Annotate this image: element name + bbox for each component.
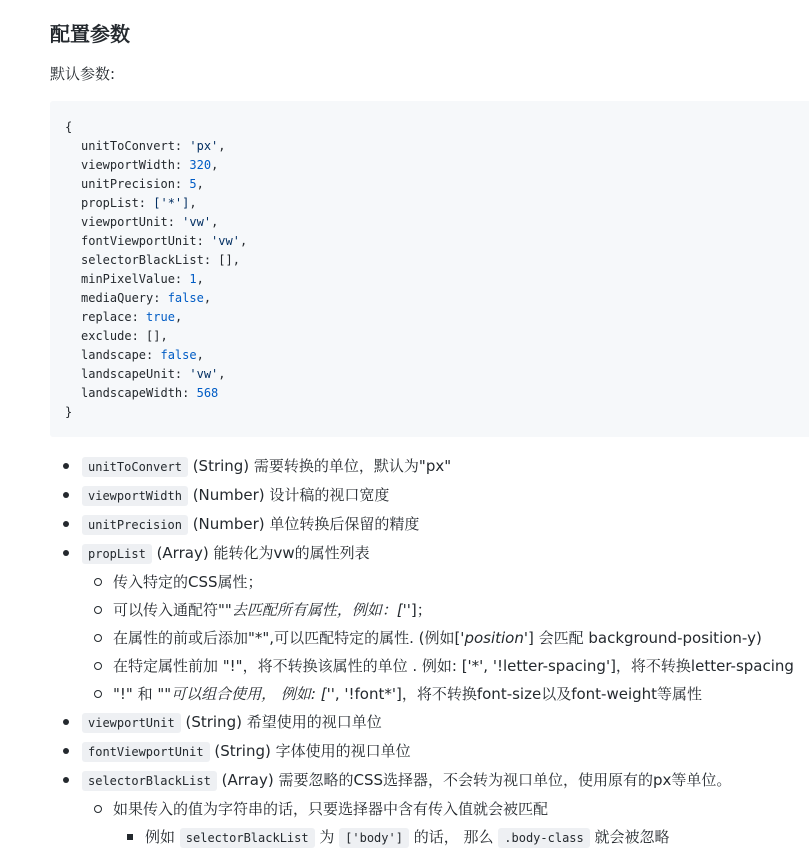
- code-key: viewportWidth: [81, 158, 175, 172]
- list-item: [50, 452, 809, 481]
- selector-sublist: [82, 795, 809, 852]
- code-key: selectorBlackList: [81, 253, 204, 267]
- code-key: viewportUnit: [81, 215, 168, 229]
- code-key: mediaQuery: [81, 291, 154, 305]
- code-line: landscapeWidth: 568: [81, 386, 219, 400]
- sub-text: 如果传入的值为字符串的话，只要选择器中含有传入值就会被匹配: [113, 800, 549, 818]
- sub-list-item: [82, 795, 809, 852]
- option-code: viewportWidth: [82, 486, 188, 506]
- example-text: 为: [314, 828, 340, 846]
- option-desc: (String) 字体使用的视口单位: [209, 742, 411, 760]
- sub-text: 传入特定的CSS属性；: [113, 573, 263, 591]
- list-item: [50, 737, 809, 766]
- code-key: minPixelValue: [81, 272, 175, 286]
- code-key: landscapeUnit: [81, 367, 175, 381]
- list-item: [50, 539, 809, 708]
- sub-list-item: [82, 596, 809, 624]
- options-list: [50, 452, 809, 852]
- example-code: ['body']: [339, 828, 409, 848]
- sub-text: 在特定属性前加 "!"，将不转换该属性的单位 . 例如: ['*', '!letter-spacing']，将不转换letter-spacing: [113, 657, 794, 675]
- option-desc: (Array) 需要忽略的CSS选择器，不会转为视口单位，使用原有的px等单位。: [216, 771, 732, 789]
- code-line: viewportUnit: 'vw',: [81, 215, 219, 229]
- code-line: mediaQuery: false,: [81, 291, 212, 305]
- code-block: [50, 101, 809, 437]
- sub-text: 在属性的前或后添加"*",可以匹配特定的属性. (例如[': [113, 629, 465, 647]
- list-item: [50, 766, 809, 852]
- example-sublist: [113, 823, 809, 852]
- code-line: replace: true,: [81, 310, 183, 324]
- sub-list-item: [82, 568, 809, 596]
- sub-list-item: [82, 680, 809, 708]
- option-code: selectorBlackList: [82, 771, 217, 791]
- example-item: [113, 823, 809, 852]
- code-key: unitPrecision: [81, 177, 175, 191]
- code-value: 'vw': [182, 215, 212, 229]
- code-key: exclude: [81, 329, 132, 343]
- option-desc: (String) 需要转换的单位，默认为"px": [187, 457, 452, 475]
- code-line: propList: ['*'],: [81, 196, 197, 210]
- code-line: viewportWidth: 320,: [81, 158, 219, 172]
- example-text: 例如: [145, 828, 180, 846]
- proplist-sublist: [82, 568, 809, 708]
- option-code: fontViewportUnit: [82, 742, 210, 762]
- code-line: }: [65, 405, 73, 419]
- sub-text: '] 会匹配 background-position-y): [523, 629, 762, 647]
- code-value: false: [167, 291, 204, 305]
- sub-italic: 去匹配所有属性，例如：[': [231, 601, 407, 619]
- code-value: 568: [196, 386, 219, 400]
- code-key: unitToConvert: [81, 139, 175, 153]
- sub-list-item: [82, 652, 809, 680]
- code-value: true: [146, 310, 175, 324]
- code-value: 'px': [189, 139, 219, 153]
- option-desc: (Number) 设计稿的视口宽度: [187, 486, 390, 504]
- code-value: []: [146, 329, 161, 343]
- code-line: unitToConvert: 'px',: [81, 139, 226, 153]
- code-value: 320: [189, 158, 212, 172]
- option-code: viewportUnit: [82, 713, 181, 733]
- code-line: {: [65, 120, 73, 134]
- code-value: ['*']: [153, 196, 190, 210]
- intro-text: 默认参数:: [50, 65, 116, 83]
- code-value: []: [218, 253, 233, 267]
- example-code: .body-class: [498, 828, 589, 848]
- sub-text: ', '!font*']，将不转换font-size以及font-weight等属性: [330, 685, 703, 703]
- code-line: unitPrecision: 5,: [81, 177, 204, 191]
- code-line: minPixelValue: 1,: [81, 272, 204, 286]
- option-code: propList: [82, 544, 152, 564]
- code-value: 'vw': [211, 234, 240, 248]
- code-key: landscape: [81, 348, 147, 362]
- option-code: unitToConvert: [82, 457, 188, 477]
- config-code: [65, 118, 247, 422]
- sub-list-item: [82, 624, 809, 652]
- code-key: replace: [81, 310, 132, 324]
- code-key: fontViewportUnit: [81, 234, 197, 248]
- sub-text: 可以传入通配符"": [113, 601, 232, 619]
- code-value: false: [160, 348, 197, 362]
- code-line: fontViewportUnit: 'vw',: [81, 234, 248, 248]
- list-item: [50, 708, 809, 737]
- section-heading: 配置参数: [50, 22, 130, 46]
- code-line: landscape: false,: [81, 348, 204, 362]
- option-desc: (Number) 单位转换后保留的精度: [187, 515, 420, 533]
- code-line: landscapeUnit: 'vw',: [81, 367, 226, 381]
- list-item: [50, 510, 809, 539]
- option-desc: (String) 希望使用的视口单位: [180, 713, 382, 731]
- code-value: 1: [189, 272, 197, 286]
- code-line: selectorBlackList: [],: [81, 253, 240, 267]
- code-key: landscapeWidth: [81, 386, 183, 400]
- code-line: exclude: [],: [81, 329, 168, 343]
- sub-text: "!" 和 "": [113, 685, 172, 703]
- code-key: propList: [81, 196, 139, 210]
- code-value: 'vw': [189, 367, 219, 381]
- sub-italic: position: [464, 629, 524, 647]
- option-desc: (Array) 能转化为vw的属性列表: [151, 544, 370, 562]
- example-text: 就会被忽略: [589, 828, 670, 846]
- option-code: unitPrecision: [82, 515, 188, 535]
- code-value: 5: [189, 177, 197, 191]
- list-item: [50, 481, 809, 510]
- sub-text: ']；: [406, 601, 432, 619]
- example-code: selectorBlackList: [180, 828, 315, 848]
- example-text: 的话， 那么: [408, 828, 499, 846]
- sub-italic: 可以组合使用， 例如: [': [171, 685, 331, 703]
